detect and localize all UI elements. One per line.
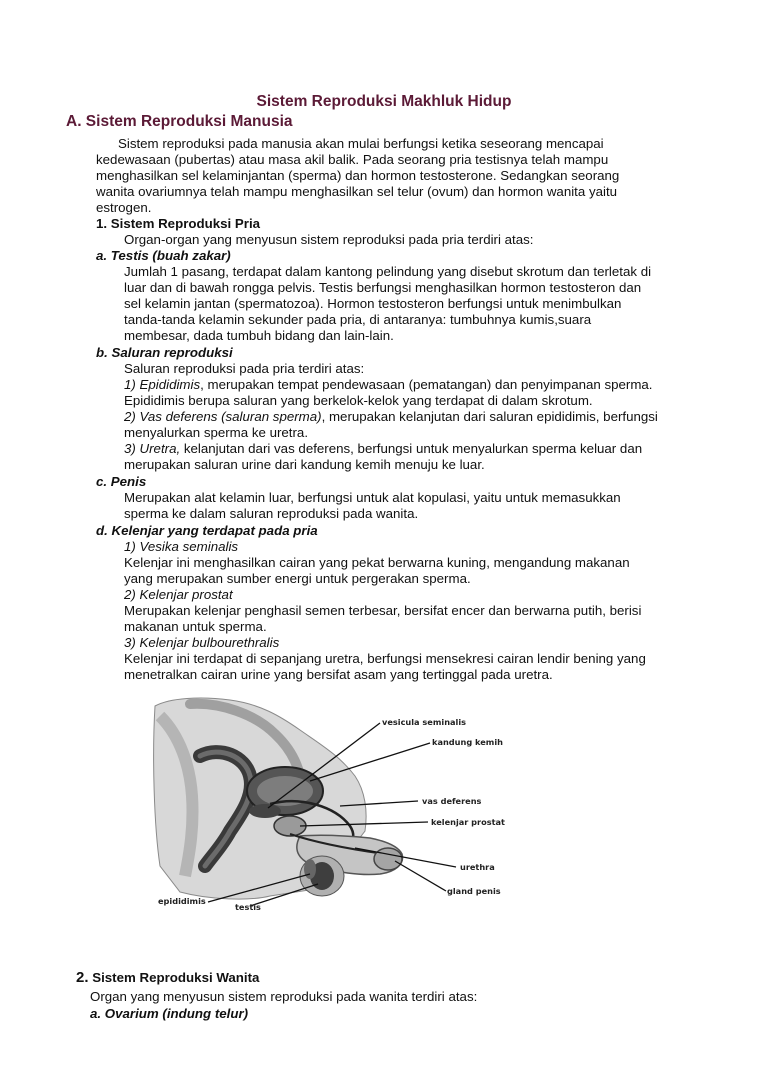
intro-line: Sistem reproduksi pada manusia akan mulai berfungsi ketika seseorang mencapai: [118, 136, 604, 151]
label-kandung-kemih: kandung kemih: [432, 737, 503, 747]
epididimis-term: 1) Epididimis: [124, 377, 201, 392]
label-testis: testis: [235, 902, 261, 912]
epididymis-shape: [304, 859, 316, 879]
label-vas-deferens: vas deferens: [422, 796, 482, 806]
prostat-line: makanan untuk sperma.: [124, 619, 267, 634]
vesika-line: yang merupakan sumber energi untuk pergerakan sperma.: [124, 571, 471, 586]
uretra-line: [124, 441, 642, 457]
testis-line: Jumlah 1 pasang, terdapat dalam kantong pelindung yang disebut skrotum dan terletak di: [124, 264, 652, 279]
vesika-term: 1) Vesika seminalis: [124, 539, 239, 554]
intro-line: menghasilkan sel kelaminjantan (sperma) dan hormon testosterone. Sedangkan seorang: [96, 168, 620, 183]
intro-line: estrogen.: [96, 200, 152, 215]
vas-line: [124, 409, 658, 425]
saluran-heading: b. Saluran reproduksi: [96, 345, 233, 360]
bulbo-term: 3) Kelenjar bulbourethralis: [124, 635, 280, 650]
prostat-line: Merupakan kelenjar penghasil semen terbesar, bersifat encer dan berwarna putih, berisi: [124, 603, 642, 618]
label-epididimis: epididimis: [158, 896, 206, 906]
epididimis-line: [124, 377, 653, 393]
vas-term: 2) Vas deferens (saluran sperma): [124, 409, 322, 424]
uretra-desc: kelanjutan dari vas deferens, berfungsi untuk menyalurkan sperma keluar dan: [180, 441, 643, 456]
pria-heading: 1. Sistem Reproduksi Pria: [96, 216, 261, 231]
kelenjar-heading: d. Kelenjar yang terdapat pada pria: [96, 523, 318, 538]
vesika-line: Kelenjar ini menghasilkan cairan yang pekat berwarna kuning, mengandung makanan: [124, 555, 630, 570]
label-kelenjar-prostat: kelenjar prostat: [431, 817, 505, 827]
label-gland-penis: gland penis: [447, 886, 501, 896]
testis-line: tanda-tanda kelamin sekunder pada pria, di antaranya: tumbuhnya kumis,suara: [124, 312, 592, 327]
wanita-intro: Organ yang menyusun sistem reproduksi pada wanita terdiri atas:: [90, 989, 478, 1004]
seminal-vesicle: [249, 804, 281, 818]
prostat-term: 2) Kelenjar prostat: [124, 587, 233, 602]
testis-line: membesar, dada tumbuh bidang dan lain-lain.: [124, 328, 394, 343]
bulbo-line: Kelenjar ini terdapat di sepanjang uretra, berfungsi mensekresi cairan lendir bening yang: [124, 651, 646, 666]
wanita-heading-text: Sistem Reproduksi Wanita: [88, 970, 260, 985]
glans: [374, 848, 402, 870]
male-reproductive-diagram: [150, 696, 520, 914]
penis-line: Merupakan alat kelamin luar, berfungsi untuk alat kopulasi, yaitu untuk memasukkan: [124, 490, 621, 505]
epididimis-desc: , merupakan tempat pendewasaan (pematangan) dan penyimpanan sperma.: [200, 377, 653, 392]
bulbo-line: menetralkan cairan urine yang bersifat asam yang tertinggal pada uretra.: [124, 667, 553, 682]
pria-intro: Organ-organ yang menyusun sistem reproduksi pada pria terdiri atas:: [124, 232, 534, 247]
uretra-term: 3) Uretra,: [124, 441, 181, 456]
ovarium-heading: a. Ovarium (indung telur): [90, 1006, 249, 1021]
uretra-line-2: merupakan saluran urine dari kandung kemih menuju ke luar.: [124, 457, 485, 472]
vas-line-2: menyalurkan sperma ke uretra.: [124, 425, 309, 440]
leader-gland: [395, 861, 446, 891]
label-urethra: urethra: [460, 862, 495, 872]
penis-heading: c. Penis: [96, 474, 147, 489]
wanita-heading: [76, 969, 259, 986]
document-title: Sistem Reproduksi Makhluk Hidup: [256, 93, 512, 110]
wanita-number: 2.: [76, 969, 89, 986]
vas-desc: , merupakan kelanjutan dari saluran epididimis, berfungsi: [321, 409, 658, 424]
epididimis-line-2: Epididimis berupa saluran yang berkelok-kelok yang terdapat di dalam skrotum.: [124, 393, 593, 408]
testis-heading: a. Testis (buah zakar): [96, 248, 231, 263]
section-a-heading: A. Sistem Reproduksi Manusia: [66, 113, 293, 130]
testis-line: sel kelamin jantan (spermatozoa). Hormon testosteron berfungsi untuk menimbulkan: [124, 296, 622, 311]
intro-line: kedewasaan (pubertas) atau masa akil balik. Pada seorang pria testisnya telah mampu: [96, 152, 609, 167]
testis-line: luar dan di bawah rongga pelvis. Testis berfungsi menghasilkan hormon testosteron dan: [124, 280, 642, 295]
penis-line: sperma ke dalam saluran reproduksi pada wanita.: [124, 506, 419, 521]
label-vesicula: vesicula seminalis: [382, 717, 467, 727]
intro-line: wanita ovariumnya telah mampu menghasilkan sel telur (ovum) dan hormon wanita yaitu: [96, 184, 618, 199]
saluran-intro: Saluran reproduksi pada pria terdiri atas:: [124, 361, 365, 376]
